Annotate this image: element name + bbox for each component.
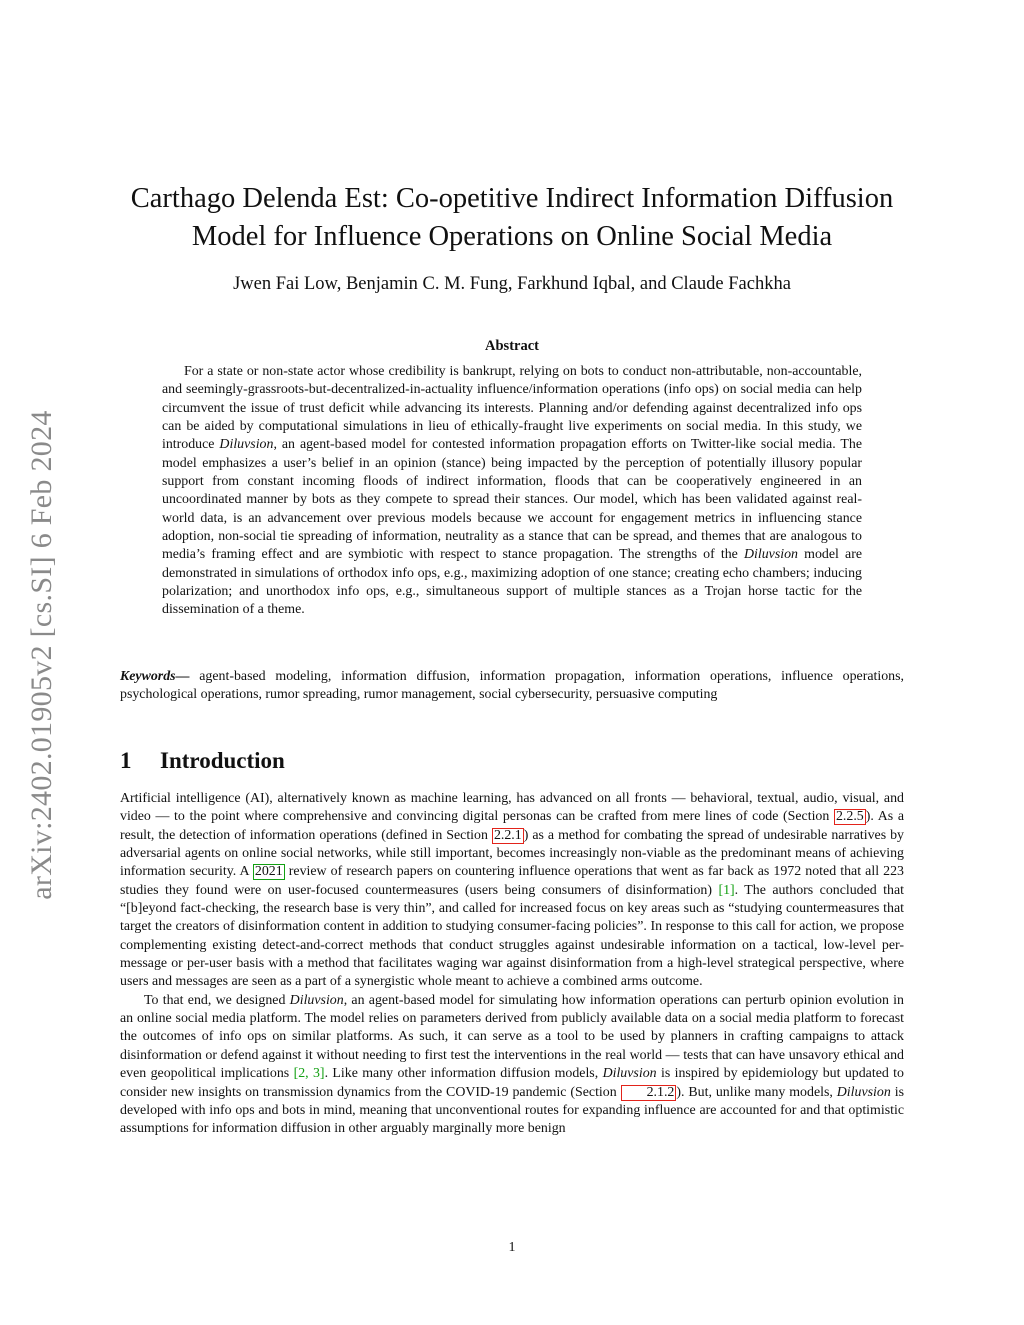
author-list: Jwen Fai Low, Benjamin C. M. Fung, Farkhund Iqbal, and Claude Fachkha xyxy=(233,274,791,294)
text-run: ). As a result, the detection of information operations (defined in Section xyxy=(120,809,904,843)
model-name: Diluvsion xyxy=(836,1084,891,1100)
abstract-heading: Abstract xyxy=(485,338,539,354)
section-heading-introduction xyxy=(120,748,285,774)
text-run: Artificial intelligence (AI), alternatively known as machine learning, has advanced on all fronts — behavioral, textual, audio, visual, and video — to the point where comprehensive and convincing digital personas can be crafted from mere lines of code (Section xyxy=(120,791,904,825)
arxiv-identifier-stamp: arXiv:2402.01905v2 [cs.SI] 6 Feb 2024 xyxy=(25,410,58,900)
keywords-list: agent-based modeling, information diffusion, information propagation, information operations, influence operations, psychological operations, rumor spreading, rumor management, social cybersecurity, persuasive computing xyxy=(120,669,904,703)
keywords-label: Keywords— xyxy=(120,669,190,684)
model-name: Diluvsion xyxy=(219,437,274,453)
model-name: Diluvsion xyxy=(602,1066,657,1082)
year-citation-link[interactable]: 2021 xyxy=(254,864,283,880)
keywords xyxy=(120,668,904,705)
model-name: Diluvsion xyxy=(743,547,799,563)
section-ref-link[interactable]: 2.1.2 xyxy=(621,1085,677,1101)
abstract-part-1: For a state or non-state actor whose credibility is bankrupt, relying on bots to conduct non-attributable, non-accountable, and seemingly-grassroots-but-decentralized-in-actuality influence/information operations (info ops) on social media can help circumvent the issue of trust deficit while advancing its interests. Planning and/or defending against decentralized info ops can be aided by computational simulations in lieu of ethically-fraught live experiments on social media. In this study, we introduce xyxy=(162,364,862,453)
title-line-1: Carthago Delenda Est: Co-opetitive Indirect Information Diffusion xyxy=(130,183,894,214)
paragraph xyxy=(120,790,904,992)
model-name: Diluvsion xyxy=(289,992,344,1008)
text-run: is developed with info ops and bots in mind, meaning that unconventional routes for expanding influence are accounted for and that optimistic assumptions for information diffusion in other arguably marginally more benign xyxy=(120,1084,904,1137)
introduction-body xyxy=(120,790,904,1139)
text-run: . Like many other information diffusion models, xyxy=(324,1066,603,1082)
paper-title xyxy=(110,180,914,256)
text-run: is inspired by epidemiology but updated to consider new insights on transmission dynamics from the COVID-19 pandemic (Section xyxy=(120,1066,904,1100)
section-title: Introduction xyxy=(160,748,285,773)
page-number: 1 xyxy=(508,1240,516,1255)
text-run: ) as a method for combating the spread of undesirable narratives by adversarial agents on online social networks, while still important, becomes increasingly non-viable as the predominant means of achieving information security. A xyxy=(120,827,904,880)
section-ref-link[interactable]: 2.2.1 xyxy=(493,827,522,843)
text-run: To that end, we designed xyxy=(144,992,290,1008)
abstract-text xyxy=(162,363,862,620)
citation-link[interactable]: [1] xyxy=(718,882,735,898)
abstract-part-3: model are demonstrated in simulations of orthodox info ops, e.g., maximizing adoption of one stance; creating echo chambers; inducing polarization; and unorthodox info ops, e.g., simultaneous support of multiple stances as a Trojan horse tactic for the dissemination of a theme. xyxy=(162,547,862,618)
abstract-part-2: , an agent-based model for contested information propagation efforts on Twitter-like social media. The model emphasizes a user’s belief in an opinion (stance) being impacted by the perception of potentially illusory popular support from constant incoming floods of indirect information, floods that can be cooperatively engineered in an uncoordinated manner by bots as they compete to spread their stances. Our model, which has been validated against real-world data, is an advancement over previous models because we account for engagement metrics in influencing stance adoption, non-social tie spreading of information, neutrality as a stance that can be spread, and themes that are analogous to media’s framing effect and are symbiotic with respect to stance propagation. The strengths of the xyxy=(162,437,862,563)
text-run: ). But, unlike many models, xyxy=(676,1084,837,1100)
paragraph xyxy=(120,992,904,1139)
text-run: . The authors concluded that “[b]eyond fact-checking, the research base is very thin”, and called for increased focus on key areas such as “studying countermeasures that target the creators of disinformation content in addition to studying consumer-facing policies”. In response to this call for action, we propose complementing existing detect-and-correct methods that conduct struggles against undesirable information on a tactical, low-level per-message or per-user basis with a method that facilitates waging war against disinformation from a high-level strategical perspective, where users and messages are seen as a part of a synergistic whole meant to achieve a combined arms outcome. xyxy=(120,882,904,990)
text-run: review of research papers on countering influence operations that went as far back as 1972 noted that all 223 studies they found were on user-focused countermeasures (users being consumers of disinformation) xyxy=(120,864,904,898)
section-ref-link[interactable]: 2.2.5 xyxy=(835,809,864,825)
text-run: , an agent-based model for simulating how information operations can perturb opinion evolution in an online social media platform. The model relies on parameters derived from publicly available data on a social media platform to forecast the outcomes of info ops on similar platforms. As such, it can serve as a tool to be used by planners in crafting campaigns to attack disinformation or defend against it without needing to first test the interventions in the real world — tests that can have unsavory ethical and even geopolitical implications xyxy=(120,992,904,1082)
section-number: 1 xyxy=(120,748,132,773)
title-line-2: Model for Influence Operations on Online Social Media xyxy=(191,221,833,252)
citation-link[interactable]: [2, 3] xyxy=(293,1066,325,1082)
